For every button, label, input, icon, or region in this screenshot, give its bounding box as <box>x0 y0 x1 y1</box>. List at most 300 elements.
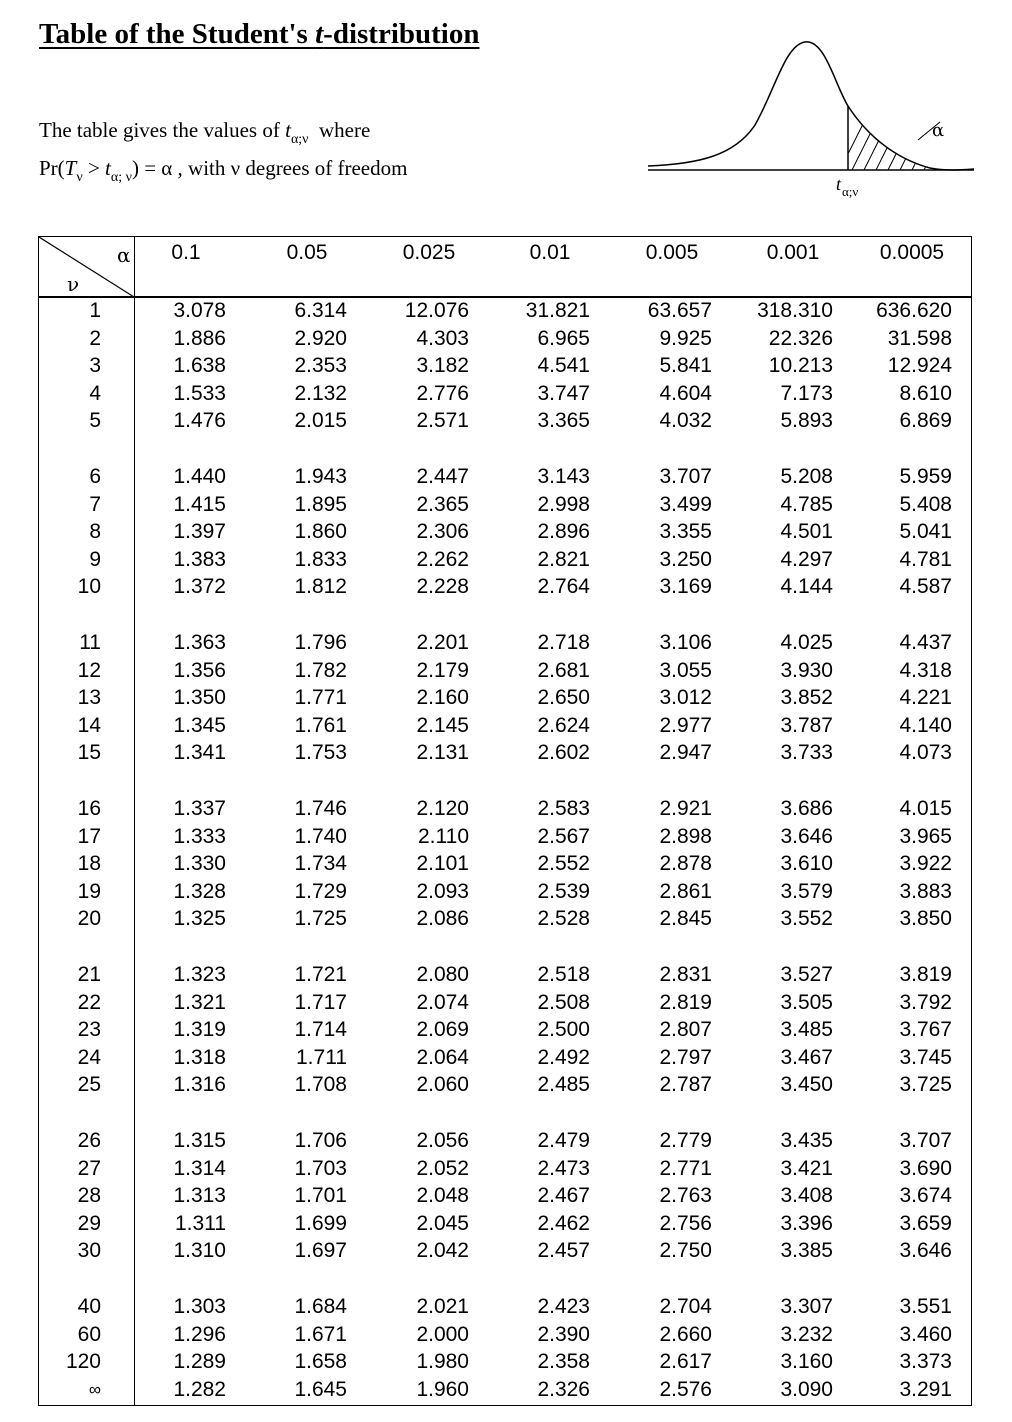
critical-value-cell: 2.101 <box>416 852 469 876</box>
critical-value-cell: 2.201 <box>416 631 469 654</box>
critical-value-cell: 3.725 <box>899 1073 952 1097</box>
nu-value: 25 <box>77 1073 101 1097</box>
critical-value-cell: 4.297 <box>780 547 833 571</box>
critical-value-cell: 1.701 <box>294 1184 347 1208</box>
critical-value-cell: 3.460 <box>899 1322 952 1346</box>
critical-value-cell: 2.845 <box>659 907 712 931</box>
critical-value-cell: 2.831 <box>659 963 712 986</box>
critical-value-cell: 2.015 <box>294 409 347 433</box>
critical-value-cell: 1.315 <box>173 1129 226 1152</box>
critical-value-cell: 2.771 <box>659 1156 712 1180</box>
critical-value-cell: 2.485 <box>537 1073 590 1097</box>
critical-value-cell: 1.313 <box>173 1184 226 1208</box>
critical-value-cell: 3.408 <box>780 1184 833 1208</box>
nu-value: 7 <box>89 492 101 516</box>
critical-value-cell: 2.365 <box>416 492 469 516</box>
corner-alpha-label: α <box>117 243 131 267</box>
critical-value-cell: 2.179 <box>416 658 469 682</box>
critical-value-cell: 3.610 <box>780 852 833 876</box>
critical-value-cell: 2.807 <box>659 1018 712 1042</box>
critical-value-cell: 2.467 <box>537 1184 590 1208</box>
critical-value-cell: 4.781 <box>899 547 952 571</box>
critical-value-cell: 2.048 <box>416 1184 469 1208</box>
nu-value: 6 <box>89 465 101 488</box>
critical-value-cell: 12.924 <box>887 354 952 378</box>
critical-value-cell: 2.492 <box>537 1045 590 1069</box>
critical-value-cell: 1.725 <box>294 907 347 931</box>
alpha-header-1: 0.05 <box>286 241 328 264</box>
critical-value-cell: 2.064 <box>416 1045 469 1069</box>
critical-value-cell: 1.314 <box>173 1156 226 1180</box>
critical-value-cell: 3.143 <box>537 465 590 488</box>
nu-value: 29 <box>77 1211 101 1235</box>
critical-value-cell: 4.015 <box>899 797 952 820</box>
critical-value-cell: 4.587 <box>899 575 952 599</box>
critical-value-cell: 1.708 <box>294 1073 347 1097</box>
nu-value: ∞ <box>88 1379 101 1399</box>
critical-value-cell: 22.326 <box>768 326 833 350</box>
alpha-header-0: 0.1 <box>171 241 201 264</box>
critical-value-cell: 3.307 <box>780 1295 833 1318</box>
critical-value-cell: 1.734 <box>294 852 347 876</box>
critical-value-cell: 2.069 <box>416 1018 469 1042</box>
critical-value-cell: 2.896 <box>537 520 590 544</box>
nu-value: 24 <box>77 1045 101 1069</box>
critical-value-cell: 2.552 <box>537 852 590 876</box>
critical-value-cell: 31.598 <box>887 326 952 350</box>
critical-value-cell: 3.767 <box>899 1018 952 1042</box>
critical-value-cell: 2.878 <box>659 852 712 876</box>
critical-value-cell: 3.579 <box>780 879 833 903</box>
critical-value-cell: 2.602 <box>537 741 590 765</box>
nu-value: 23 <box>77 1018 101 1042</box>
critical-value-cell: 1.330 <box>173 852 226 876</box>
desc-t2-symbol: t <box>105 156 111 180</box>
critical-value-cell: 1.711 <box>296 1045 347 1069</box>
nu-value: 5 <box>89 409 101 433</box>
critical-value-cell: 1.753 <box>294 741 347 765</box>
critical-value-cell: 3.232 <box>780 1322 833 1346</box>
critical-value-cell: 2.120 <box>416 797 469 820</box>
alpha-header-5: 0.001 <box>766 241 820 264</box>
critical-value-cell: 2.060 <box>416 1073 469 1097</box>
critical-value-cell: 3.922 <box>899 852 952 876</box>
critical-value-cell: 3.467 <box>780 1045 833 1069</box>
desc-pr: Pr( <box>39 156 65 180</box>
critical-value-cell: 3.551 <box>899 1295 952 1318</box>
desc-t2-subscript: α; ν <box>110 170 132 185</box>
alpha-header-6: 0.0005 <box>879 241 945 264</box>
nu-value: 9 <box>89 547 101 571</box>
nu-value: 120 <box>65 1350 101 1374</box>
critical-value-cell: 2.704 <box>659 1295 712 1318</box>
nu-value: 12 <box>77 658 101 682</box>
nu-value: 17 <box>77 824 101 848</box>
critical-value-cell: 1.833 <box>294 547 347 571</box>
critical-value-cell: 1.325 <box>173 907 226 931</box>
critical-value-cell: 4.073 <box>899 741 952 765</box>
critical-value-cell: 2.787 <box>659 1073 712 1097</box>
nu-value: 10 <box>77 575 101 599</box>
critical-value-cell: 2.045 <box>416 1211 469 1235</box>
critical-value-cell: 6.869 <box>899 409 952 433</box>
critical-value-cell: 2.576 <box>659 1377 712 1401</box>
critical-value-cell: 3.373 <box>899 1350 952 1374</box>
critical-value-cell: 3.965 <box>899 824 952 848</box>
critical-value-cell: 3.250 <box>659 547 712 571</box>
critical-value-cell: 1.671 <box>294 1322 347 1346</box>
critical-value-cell: 1.782 <box>294 658 347 682</box>
critical-value-cell: 1.311 <box>175 1211 226 1235</box>
alpha-header-4: 0.005 <box>645 241 699 264</box>
critical-value-cell: 2.473 <box>537 1156 590 1180</box>
critical-value-cell: 2.306 <box>416 520 469 544</box>
critical-value-cell: 1.860 <box>294 520 347 544</box>
critical-value-cell: 1.771 <box>294 686 347 710</box>
critical-value-cell: 4.025 <box>780 631 833 654</box>
alpha-header-2: 0.025 <box>402 241 456 264</box>
alpha-label: α <box>932 120 945 141</box>
critical-value-cell: 2.262 <box>416 547 469 571</box>
nu-value: 11 <box>79 631 101 654</box>
critical-value-cell: 2.779 <box>659 1129 712 1152</box>
critical-value-cell: 2.132 <box>294 381 347 405</box>
title-text-end: -distribution <box>323 18 480 50</box>
critical-value-cell: 2.160 <box>416 686 469 710</box>
critical-value-cell: 3.505 <box>780 990 833 1014</box>
critical-value-cell: 3.365 <box>537 409 590 433</box>
critical-value-cell: 2.021 <box>416 1295 469 1318</box>
critical-value-cell: 3.747 <box>537 381 590 405</box>
title-text: Table of the Student's <box>39 18 316 50</box>
critical-value-cell: 2.508 <box>537 990 590 1014</box>
critical-value-cell: 3.160 <box>780 1350 833 1374</box>
critical-value-cell: 3.659 <box>899 1211 952 1235</box>
critical-value-cell: 2.861 <box>659 879 712 903</box>
critical-value-cell: 3.883 <box>899 879 952 903</box>
nu-value: 14 <box>77 713 101 737</box>
critical-value-cell: 3.819 <box>899 963 952 986</box>
alpha-header-3: 0.01 <box>529 241 571 264</box>
desc-suffix: ) = α , with ν degrees of freedom <box>131 156 408 180</box>
critical-value-cell: 3.012 <box>659 686 712 710</box>
critical-value-cell: 1.960 <box>416 1377 469 1401</box>
critical-value-cell: 2.998 <box>537 492 590 516</box>
critical-value-cell: 4.785 <box>780 492 833 516</box>
critical-value-cell: 3.787 <box>780 713 833 737</box>
critical-value-cell: 1.886 <box>173 326 226 350</box>
critical-value-cell: 3.707 <box>899 1129 952 1152</box>
critical-value-cell: 4.032 <box>659 409 712 433</box>
critical-value-cell: 2.977 <box>659 713 712 737</box>
critical-value-cell: 1.980 <box>416 1350 469 1374</box>
nu-value: 30 <box>77 1239 101 1263</box>
nu-value: 1 <box>89 299 101 322</box>
critical-value-cell: 3.421 <box>780 1156 833 1180</box>
critical-value-cell: 2.819 <box>659 990 712 1014</box>
critical-value-cell: 1.697 <box>294 1239 347 1263</box>
corner-nu-label: ν <box>67 272 80 296</box>
critical-value-cell: 1.440 <box>173 465 226 488</box>
critical-value-cell: 3.106 <box>659 631 712 654</box>
critical-value-cell: 3.435 <box>780 1129 833 1152</box>
critical-value-cell: 3.850 <box>899 907 952 931</box>
critical-value-cell: 2.326 <box>537 1377 590 1401</box>
critical-value-cell: 1.740 <box>294 824 347 848</box>
critical-value-cell: 2.080 <box>416 963 469 986</box>
critical-value-cell: 2.821 <box>537 547 590 571</box>
critical-value-cell: 12.076 <box>404 299 469 322</box>
critical-value-cell: 1.337 <box>173 797 226 820</box>
description-line-2 <box>39 156 407 184</box>
critical-value-cell: 1.721 <box>294 963 347 986</box>
nu-value: 27 <box>77 1156 101 1180</box>
desc-t-subscript: α;ν <box>290 132 309 147</box>
critical-value-cell: 1.303 <box>173 1295 226 1318</box>
critical-value-cell: 1.746 <box>294 797 347 820</box>
critical-value-cell: 2.457 <box>537 1239 590 1263</box>
critical-value-cell: 318.310 <box>757 299 833 322</box>
desc-T-symbol: T <box>64 156 77 180</box>
critical-value-cell: 3.078 <box>173 299 226 322</box>
critical-value-cell: 1.645 <box>294 1377 347 1401</box>
critical-value-cell: 2.074 <box>416 990 469 1014</box>
critical-value-cell: 4.318 <box>899 658 952 682</box>
critical-value-cell: 3.852 <box>780 686 833 710</box>
critical-value-cell: 3.355 <box>659 520 712 544</box>
critical-value-cell: 2.947 <box>659 741 712 765</box>
critical-value-cell: 4.140 <box>899 713 952 737</box>
critical-value-cell: 3.450 <box>780 1073 833 1097</box>
critical-value-cell: 3.396 <box>780 1211 833 1235</box>
critical-value-cell: 1.658 <box>294 1350 347 1374</box>
critical-value-cell: 2.358 <box>537 1350 590 1374</box>
critical-value-cell: 3.485 <box>780 1018 833 1042</box>
nu-value: 3 <box>89 354 101 378</box>
critical-value-cell: 3.169 <box>659 575 712 599</box>
critical-value-cell: 3.690 <box>899 1156 952 1180</box>
desc-text: The table gives the values of <box>39 118 280 142</box>
critical-value-cell: 1.761 <box>294 713 347 737</box>
critical-value-cell: 2.086 <box>416 907 469 931</box>
critical-value-cell: 2.617 <box>659 1350 712 1374</box>
critical-value-cell: 2.131 <box>416 741 469 765</box>
critical-value-cell: 2.921 <box>659 797 712 820</box>
critical-value-cell: 6.965 <box>537 326 590 350</box>
critical-value-cell: 4.221 <box>899 686 952 710</box>
critical-value-cell: 2.776 <box>416 381 469 405</box>
critical-value-cell: 1.350 <box>173 686 226 710</box>
critical-value-cell: 1.333 <box>173 824 226 848</box>
critical-value-cell: 4.501 <box>780 520 833 544</box>
page-title <box>39 18 480 51</box>
critical-value-cell: 31.821 <box>525 299 590 322</box>
critical-value-cell: 3.385 <box>780 1239 833 1263</box>
critical-value-cell: 1.318 <box>173 1045 226 1069</box>
critical-value-cell: 2.423 <box>537 1295 590 1318</box>
critical-value-cell: 1.282 <box>173 1377 226 1401</box>
critical-value-cell: 3.090 <box>780 1377 833 1401</box>
critical-value-cell: 1.415 <box>173 492 226 516</box>
desc-T-subscript: ν <box>76 170 83 185</box>
tail-hatching <box>840 90 980 170</box>
critical-value-cell: 2.583 <box>537 797 590 820</box>
critical-value-cell: 1.895 <box>294 492 347 516</box>
nu-value: 26 <box>77 1129 101 1152</box>
critical-value-cell: 2.000 <box>416 1322 469 1346</box>
desc-t-symbol: t <box>285 118 291 142</box>
critical-value-cell: 5.893 <box>780 409 833 433</box>
critical-value-cell: 3.686 <box>780 797 833 820</box>
critical-value-cell: 2.500 <box>537 1018 590 1042</box>
critical-value-cell: 9.925 <box>659 326 712 350</box>
description-line-1 <box>39 118 370 146</box>
nu-value: 4 <box>89 381 101 405</box>
critical-value-cell: 5.959 <box>899 465 952 488</box>
critical-value-cell: 636.620 <box>876 299 952 322</box>
critical-value-cell: 1.372 <box>173 575 226 599</box>
critical-value-cell: 1.323 <box>173 963 226 986</box>
critical-value-cell: 2.518 <box>537 963 590 986</box>
critical-value-cell: 3.527 <box>780 963 833 986</box>
critical-value-cell: 3.646 <box>780 824 833 848</box>
critical-value-cell: 2.756 <box>659 1211 712 1235</box>
critical-value-cell: 1.397 <box>173 520 226 544</box>
critical-value-cell: 1.363 <box>173 631 226 654</box>
critical-value-cell: 2.898 <box>659 824 712 848</box>
critical-value-cell: 2.052 <box>416 1156 469 1180</box>
critical-value-cell: 2.764 <box>537 575 590 599</box>
critical-value-cell: 1.289 <box>173 1350 226 1374</box>
critical-value-cell: 1.341 <box>173 741 226 765</box>
critical-value-cell: 5.408 <box>899 492 952 516</box>
critical-value-cell: 3.182 <box>416 354 469 378</box>
nu-value: 2 <box>89 326 101 350</box>
nu-value: 18 <box>77 852 101 876</box>
t-label: t <box>836 174 842 194</box>
critical-value-cell: 2.390 <box>537 1322 590 1346</box>
t-distribution-table <box>38 236 972 1406</box>
critical-value-cell: 3.674 <box>899 1184 952 1208</box>
critical-value-cell: 2.353 <box>294 354 347 378</box>
critical-value-cell: 7.173 <box>780 381 833 405</box>
critical-value-cell: 63.657 <box>647 299 712 322</box>
critical-value-cell: 1.638 <box>173 354 226 378</box>
nu-value: 13 <box>77 686 101 710</box>
critical-value-cell: 1.812 <box>294 575 347 599</box>
critical-value-cell: 5.208 <box>780 465 833 488</box>
critical-value-cell: 8.610 <box>899 381 952 405</box>
critical-value-cell: 2.042 <box>416 1239 469 1263</box>
critical-value-cell: 1.717 <box>294 990 347 1014</box>
desc-gt: > <box>82 156 106 180</box>
nu-value: 28 <box>77 1184 101 1208</box>
critical-value-cell: 2.797 <box>659 1045 712 1069</box>
critical-value-cell: 2.462 <box>537 1211 590 1235</box>
critical-value-cell: 4.604 <box>659 381 712 405</box>
critical-value-cell: 2.228 <box>416 575 469 599</box>
critical-value-cell: 1.328 <box>173 879 226 903</box>
critical-value-cell: 1.729 <box>294 879 347 903</box>
critical-value-cell: 4.144 <box>780 575 833 599</box>
nu-value: 8 <box>89 520 101 544</box>
critical-value-cell: 1.706 <box>294 1129 347 1152</box>
critical-value-cell: 1.319 <box>173 1018 226 1042</box>
critical-value-cell: 3.291 <box>899 1377 952 1401</box>
density-curve <box>648 42 974 170</box>
nu-value: 60 <box>77 1322 101 1346</box>
critical-value-cell: 1.533 <box>173 381 226 405</box>
critical-value-cell: 1.321 <box>173 990 226 1014</box>
critical-value-cell: 2.110 <box>418 824 469 848</box>
critical-value-cell: 6.314 <box>294 299 347 322</box>
nu-value: 22 <box>77 990 101 1014</box>
critical-value-cell: 4.303 <box>416 326 469 350</box>
critical-value-cell: 1.699 <box>294 1211 347 1235</box>
critical-value-cell: 2.093 <box>416 879 469 903</box>
nu-value: 40 <box>77 1295 101 1318</box>
critical-value-cell: 2.145 <box>416 713 469 737</box>
critical-value-cell: 1.796 <box>294 631 347 654</box>
critical-value-cell: 3.733 <box>780 741 833 765</box>
t-label-subscript: α;ν <box>842 184 859 199</box>
critical-value-cell: 1.296 <box>173 1322 226 1346</box>
critical-value-cell: 3.552 <box>780 907 833 931</box>
critical-value-cell: 5.041 <box>899 520 952 544</box>
critical-value-cell: 2.479 <box>537 1129 590 1152</box>
critical-value-cell: 10.213 <box>768 354 833 378</box>
critical-value-cell: 1.703 <box>294 1156 347 1180</box>
critical-value-cell: 2.750 <box>659 1239 712 1263</box>
critical-value-cell: 1.943 <box>294 465 347 488</box>
critical-value-cell: 2.056 <box>416 1129 469 1152</box>
critical-value-cell: 2.718 <box>537 631 590 654</box>
critical-value-cell: 2.528 <box>537 907 590 931</box>
critical-value-cell: 1.383 <box>173 547 226 571</box>
critical-value-cell: 3.499 <box>659 492 712 516</box>
critical-value-cell: 3.792 <box>899 990 952 1014</box>
nu-value: 16 <box>77 797 101 820</box>
critical-value-cell: 2.650 <box>537 686 590 710</box>
critical-value-cell: 3.055 <box>659 658 712 682</box>
critical-value-cell: 5.841 <box>659 354 712 378</box>
critical-value-cell: 1.345 <box>173 713 226 737</box>
critical-value-cell: 4.541 <box>537 354 590 378</box>
critical-value-cell: 2.660 <box>659 1322 712 1346</box>
nu-value: 19 <box>77 879 101 903</box>
desc-text-where: where <box>319 118 371 142</box>
critical-value-cell: 4.437 <box>899 631 952 654</box>
critical-value-cell: 1.316 <box>173 1073 226 1097</box>
critical-value-cell: 1.356 <box>173 658 226 682</box>
critical-value-cell: 1.310 <box>173 1239 226 1263</box>
critical-value-cell: 2.763 <box>659 1184 712 1208</box>
nu-value: 21 <box>77 963 101 986</box>
title-italic-t: t <box>315 18 324 50</box>
critical-value-cell: 1.714 <box>294 1018 347 1042</box>
critical-value-cell: 2.567 <box>537 824 590 848</box>
critical-value-cell: 3.646 <box>899 1239 952 1263</box>
critical-value-cell: 2.447 <box>416 465 469 488</box>
critical-value-cell: 3.707 <box>659 465 712 488</box>
critical-value-cell: 2.920 <box>294 326 347 350</box>
critical-value-cell: 3.745 <box>899 1045 952 1069</box>
critical-value-cell: 1.684 <box>294 1295 347 1318</box>
critical-value-cell: 2.681 <box>537 658 590 682</box>
critical-value-cell: 3.930 <box>780 658 833 682</box>
critical-value-cell: 2.624 <box>537 713 590 737</box>
nu-value: 20 <box>77 907 101 931</box>
